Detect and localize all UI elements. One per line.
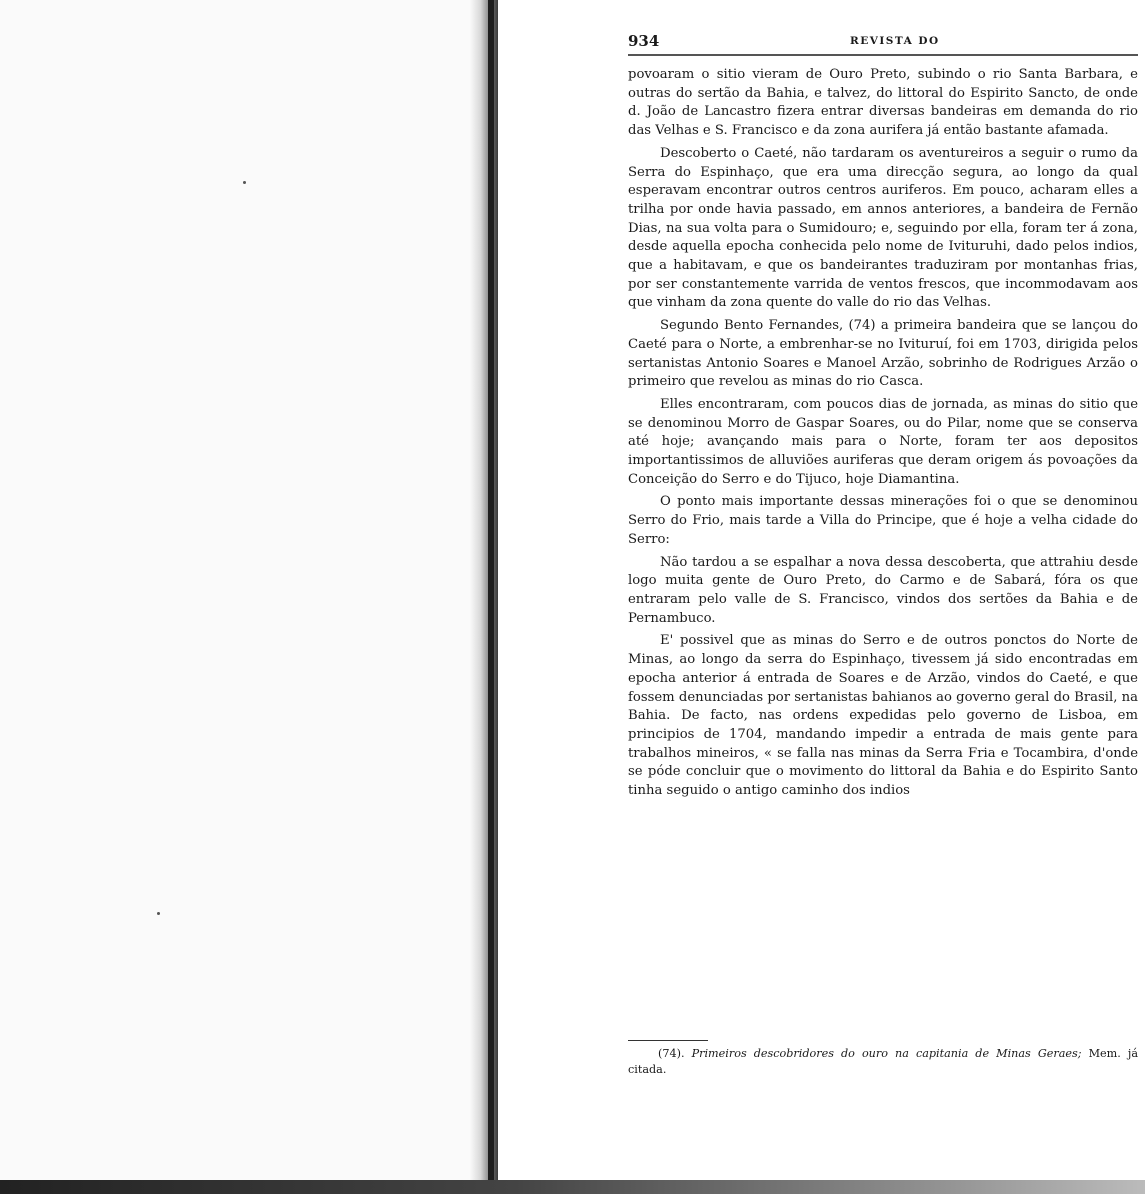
paragraph: Segundo Bento Fernandes, (74) a primeira bandeira que se lançou do Caeté para o Norte, a embrenhar-se no Ivituruí, foi em 1703, dirigida pelos sertanistas Antonio Soares e Manoel Arzão, sobrinho de Rodrigues Arzão o primeiro que revelou as minas do rio Casca. xyxy=(628,318,1138,390)
paragraph: E' possivel que as minas do Serro e de outros ponctos do Norte de Minas, ao longo da serra do Espinhaço, tivessem já sido encontradas em epocha anterior á entrada de Soares e de Arzão, vindos do Caeté, e que fossem denunciadas por sertanistas bahianos ao governo geral do Brasil, na Bahia. De facto, nas ordens expedidas pelo governo de Lisboa, em principios de 1704, mandando impedir a entrada de mais gente para trabalhos mineiros, « se falla nas minas da Serra Fria e Tocambira, d'onde se póde concluir que o movimento do littoral da Bahia e do Espirito Santo tinha seguido o antigo caminho dos indios xyxy=(628,633,1138,799)
running-title: REVISTA DO xyxy=(850,35,940,47)
paragraph: O ponto mais importante dessas minerações foi o que se denominou Serro do Frio, mais tarde a Villa do Principe, que é hoje a velha cidade do Serro: xyxy=(628,494,1138,547)
footnote-marker: (74). xyxy=(658,1047,685,1060)
paragraph: povoaram o sitio vieram de Ouro Preto, subindo o rio Santa Barbara, e outras do sertão da Bahia, e talvez, do littoral do Espirito Sancto, de onde d. João de Lancastro fizera entrar diversas bandeiras em demanda do rio das Velhas e S. Francisco e da zona aurifera já então bastante afamada. xyxy=(628,67,1138,139)
left-page xyxy=(0,0,470,1180)
footnote-title: Primeiros descobridores do ouro na capitania de Minas Geraes; xyxy=(691,1047,1082,1060)
footnote xyxy=(628,1046,1138,1078)
book-spine xyxy=(488,0,494,1180)
paper-speck xyxy=(243,181,246,184)
page-header xyxy=(628,32,1138,54)
footnote-rule xyxy=(628,1040,708,1041)
paragraph: Descoberto o Caeté, não tardaram os aventureiros a seguir o rumo da Serra do Espinhaço, que era uma direcção segura, ao longo da qual esperavam encontrar outros centros auriferos. Em pouco, acharam elles a trilha por onde havia passado, em annos anteriores, a bandeira de Fernão Dias, na sua volta para o Sumidouro; e, seguindo por ella, foram ter á zona, desde aquella epocha conhecida pelo nome de Ivituruhi, dado pelos indios, que a habitavam, e que os bandeirantes traduziram por montanhas frias, por ser constantemente varrida de ventos frescos, que incommodavam aos que vinham da zona quente do valle do rio das Velhas. xyxy=(628,145,1138,311)
paragraph: Não tardou a se espalhar a nova dessa descoberta, que attrahiu desde logo muita gente de Ouro Preto, do Carmo e de Sabará, fóra os que entraram pelo valle de S. Francisco, vindos dos sertões da Bahia e de Pernambuco. xyxy=(628,554,1138,626)
paper-speck xyxy=(157,912,160,915)
book-spine-shadow xyxy=(470,0,500,1180)
paragraph: Elles encontraram, com poucos dias de jornada, as minas do sitio que se denominou Morro de Gaspar Soares, ou do Pilar, nome que se conserva até hoje; avançando mais para o Norte, foram ter aos depositos importantissimos de alluviões auriferas que deram origem ás povoações da Conceição do Serro e do Tijuco, hoje Diamantina. xyxy=(628,396,1138,487)
scan-bottom-edge xyxy=(0,1180,1145,1194)
body-text xyxy=(628,66,1138,805)
page-number: 934 xyxy=(628,32,660,50)
header-rule xyxy=(628,54,1138,56)
footnote-source: Mem. já citada. xyxy=(628,1047,1139,1076)
